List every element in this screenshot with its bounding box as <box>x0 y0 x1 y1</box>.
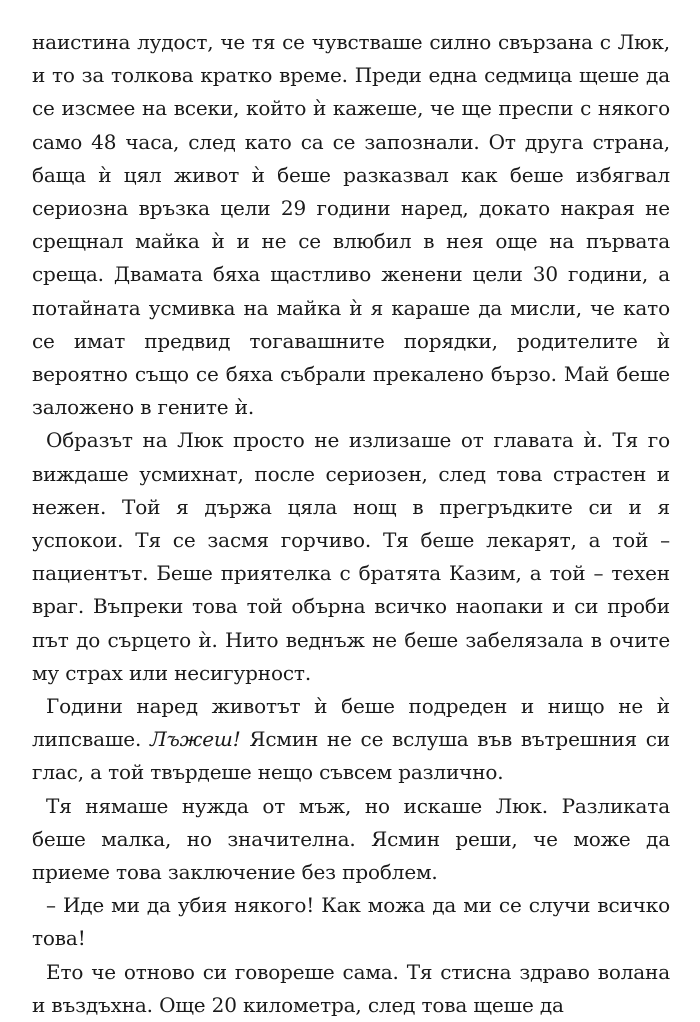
book-page <box>32 26 670 1022</box>
paragraph-3-text-after: Ясмин не се вслуша във вътрешния си глас, а той твърдеше нещо съвсем различно. <box>32 727 670 785</box>
paragraph-3 <box>32 690 670 790</box>
paragraph-3-italic: Лъжеш! <box>149 727 241 752</box>
paragraph-3-text-before: Години наред животът ѝ беше подреден и нищо не ѝ липсваше. <box>32 694 670 752</box>
paragraph-5-dialogue: – Иде ми да убия някого! Как можа да ми се случи всичко това! <box>32 893 670 951</box>
paragraph-6: Ето че отново си говореше сама. Тя стисна здраво волана и въздъхна. Още 20 километра, след това щеше да <box>32 959 670 1017</box>
paragraph-2: Образът на Люк просто не излизаше от главата ѝ. Тя го виждаше усмихнат, после сериозен, след това страстен и нежен. Той я държа цяла нощ в прегръдките си и я успокои. Тя се засмя горчиво. Тя беше лекарят, а той – пациентът. Беше приятелка с братята Казим, а той – техен враг. Въпреки това той обърна всичко наопаки и си проби път до сърцето ѝ. Нито веднъж не беше забелязала в очите му страх или несигурност. <box>32 428 670 685</box>
paragraph-4: Тя нямаше нужда от мъж, но искаше Люк. Разликата беше малка, но значителна. Ясмин реши, че може да приеме това заключение без проблем. <box>32 793 670 885</box>
paragraph-1: наистина лудост, че тя се чувстваше силно свързана с Люк, и то за толкова кратко време. Преди една седмица щеше да се изсмее на всеки, който ѝ кажеше, че ще преспи с някого само 48 часа, след като са се запознали. От друга страна, баща ѝ цял живот ѝ беше разказвал как беше избягвал сериозна връзка цели 29 години наред, докато накрая не срещнал майка ѝ и не се влюбил в нея още на първата среща. Двамата бяха щастливо женени цели 30 години, а потайната усмивка на майка ѝ я караше да мисли, че като се имат предвид тогавашните порядки, родителите ѝ вероятно също се бяха събрали прекалено бързо. Май беше заложено в гените ѝ. <box>32 30 670 420</box>
